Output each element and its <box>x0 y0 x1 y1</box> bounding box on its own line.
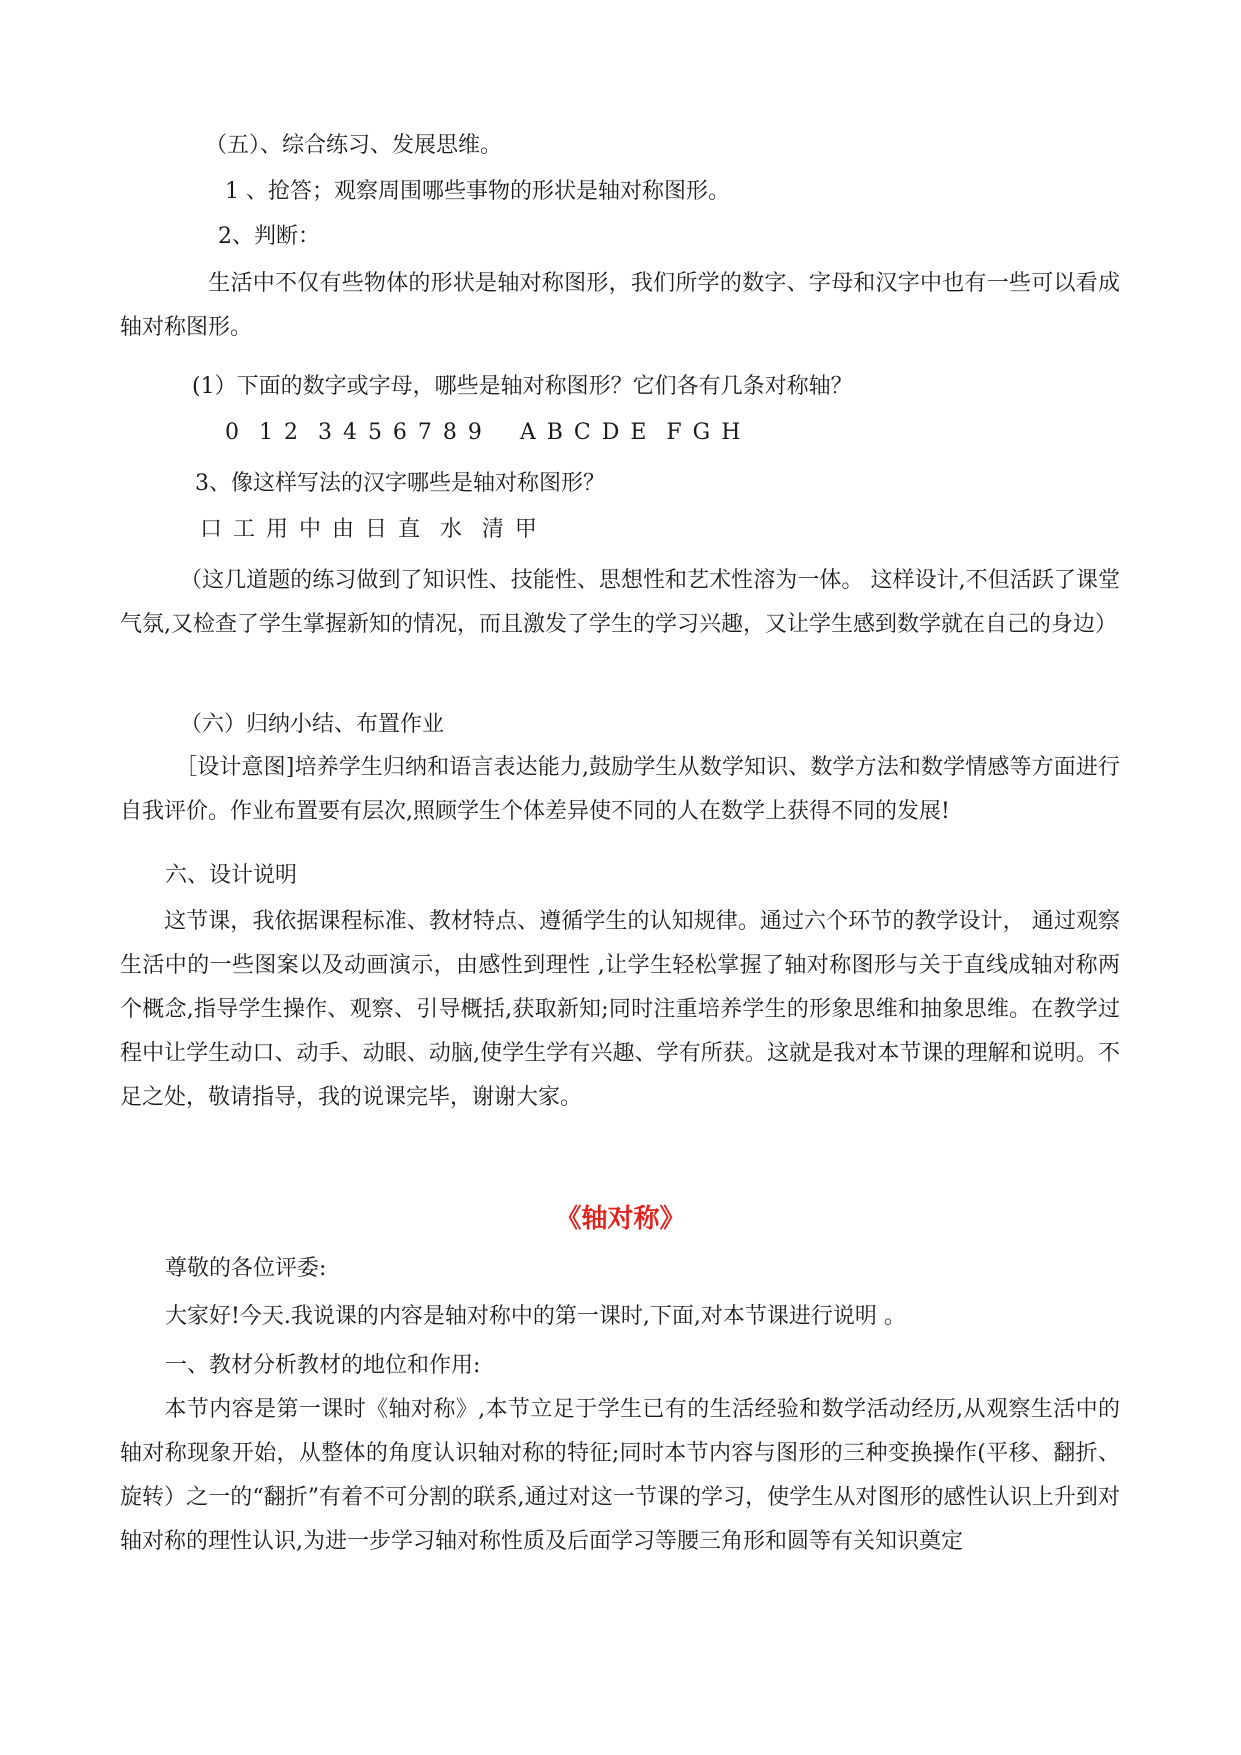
intro-text: 大家好!今天.我说课的内容是轴对称中的第一课时,下面,对本节课进行说明 。 <box>165 1304 906 1329</box>
design-notes-heading: 六、设计说明 <box>165 863 298 888</box>
paragraph-material-analysis-text: 本节内容是第一课时《轴对称》,本节立足于学生已有的生活经验和数学活动经历,从观察生活中的轴对称现象开始，从整体的角度认识轴对称的特征;同时本节内容与图形的三种变换操作(平移、翻折、旋转）之一的“翻折”有着不可分割的联系,通过对这一节课的学习，使学生从对图形的感性认识上升到对轴对称的理性认识,为进一步学习轴对称性质及后面学习等腰三角形和圆等有关知识奠定 <box>120 1397 1120 1554</box>
item-3-text: 3、像这样写法的汉字哪些是轴对称图形？ <box>195 471 605 496</box>
paragraph-symmetry-life <box>120 262 1120 350</box>
section-5-heading: （五）、综合练习、发展思维。 <box>205 133 503 158</box>
part-1-heading: 一、教材分析教材的地位和作用: <box>165 1353 481 1378</box>
paragraph-symmetry-life-text: 生活中不仅有些物体的形状是轴对称图形，我们所学的数字、字母和汉字中也有一些可以看成轴对称图形。 <box>120 271 1120 340</box>
paragraph-design-comment-text: （这几道题的练习做到了知识性、技能性、思想性和艺术性溶为一体。 这样设计,不但活跃了课堂气氛,又检查了学生掌握新知的情况，而且激发了学生的学习兴趣，又让学生感到数学就在自己的身边） <box>120 568 1120 637</box>
paragraph-design-notes-text: 这节课，我依据课程标准、教材特点、遵循学生的认知规律。通过六个环节的教学设计， 通过观察生活中的一些图案以及动画演示，由感性到理性 ,让学生轻松掌握了轴对称图形与关于直线成轴对称两个概念,指导学生操作、观察、引导概括,获取新知;同时注重培养学生的形象思维和抽象思维。在教学过程中让学生动口、动手、动眼、动脑,使学生学有兴趣、学有所获。这就是我对本节课的理解和说明。不足之处，敬请指导，我的说课完毕，谢谢大家。 <box>120 909 1120 1110</box>
paragraph-design-notes <box>120 900 1120 1120</box>
chinese-chars-row: 口 工 用 中 由 日 直 水 清 甲 <box>200 517 539 542</box>
paragraph-design-intent <box>120 746 1120 834</box>
section-6-heading: （六）归纳小结、布置作业 <box>180 712 445 737</box>
digits-letters-row: 0 1 2 3 4 5 6 7 8 9 A B C D E F G H <box>225 420 743 445</box>
question-1-text: (1）下面的数字或字母，哪些是轴对称图形？它们各有几条对称轴？ <box>192 374 853 399</box>
paragraph-design-intent-text: ［设计意图]培养学生归纳和语言表达能力,鼓励学生从数学知识、数学方法和数学情感等方面进行自我评价。作业布置要有层次,照顾学生个体差异使不同的人在数学上获得不同的发展! <box>120 755 1120 824</box>
document-title: 《轴对称》 <box>555 1204 686 1234</box>
item-1-text: 1 、抢答；观察周围哪些事物的形状是轴对称图形。 <box>225 179 730 204</box>
paragraph-material-analysis <box>120 1388 1120 1564</box>
greeting-text: 尊敬的各位评委: <box>165 1256 327 1281</box>
paragraph-design-comment <box>120 559 1120 647</box>
item-2-text: 2、判断： <box>218 224 320 249</box>
